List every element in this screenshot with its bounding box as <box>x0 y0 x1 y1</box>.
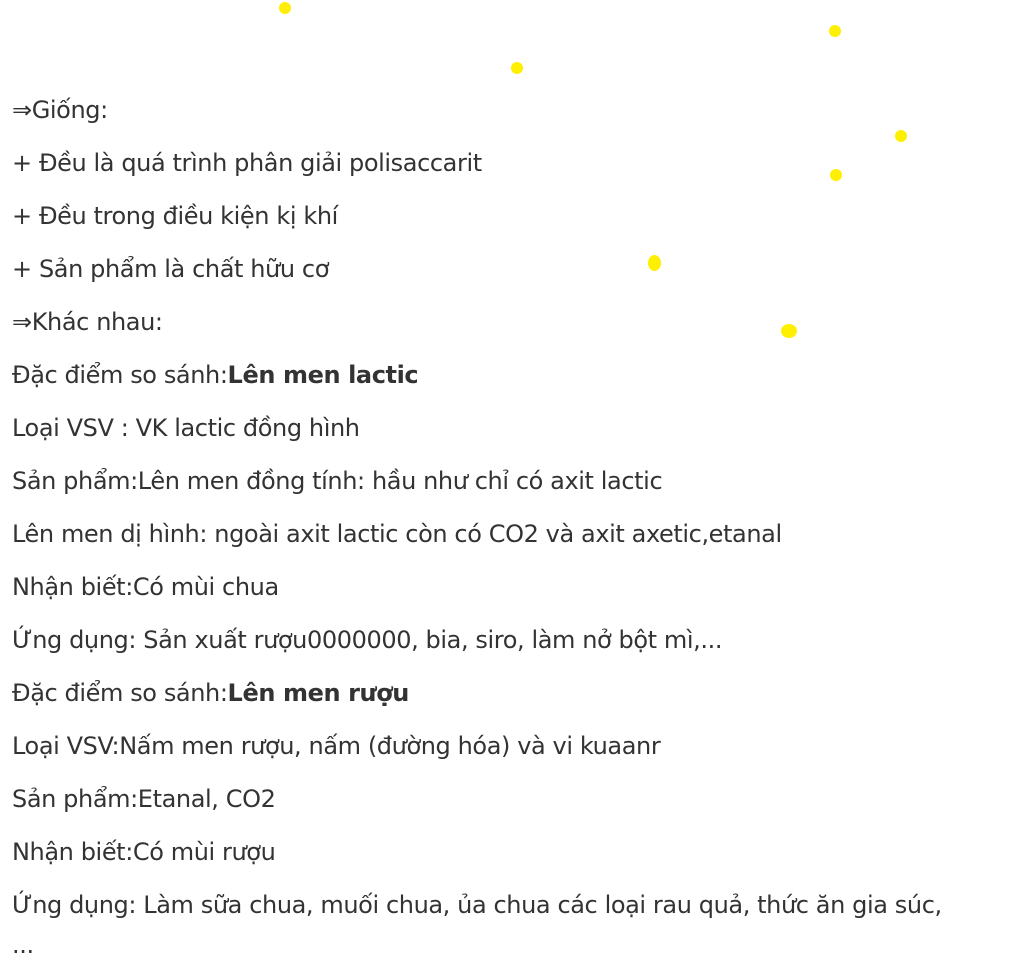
line-text: Nhận biết:Có mùi chua <box>12 573 279 601</box>
line-text: Loại VSV : VK lactic đồng hình <box>12 414 360 442</box>
text-line <box>12 302 1012 355</box>
text-line <box>12 567 1012 620</box>
line-text: Đặc điểm so sánh: <box>12 679 228 707</box>
yellow-dot <box>511 62 523 74</box>
text-line <box>12 249 1012 302</box>
line-text: Nhận biết:Có mùi rượu <box>12 838 276 866</box>
text-line <box>12 90 1012 143</box>
line-text: Lên men dị hình: ngoài axit lactic còn có CO2 và axit axetic,etanal <box>12 520 782 548</box>
comparison-heading <box>12 355 1012 408</box>
line-text: ... <box>12 931 34 959</box>
line-text: + Đều là quá trình phân giải polisaccarit <box>12 149 482 177</box>
line-text: Sản phẩm:Etanal, CO2 <box>12 785 276 813</box>
line-text: ⇒Giống: <box>12 96 108 124</box>
text-line <box>12 143 1012 196</box>
line-text: Đặc điểm so sánh: <box>12 361 228 389</box>
text-line <box>12 620 1012 673</box>
yellow-dot <box>829 25 841 37</box>
text-line <box>12 408 1012 461</box>
text-line <box>12 832 1012 885</box>
text-line <box>12 726 1012 779</box>
text-line <box>12 779 1012 832</box>
bold-label: Lên men rượu <box>227 679 409 707</box>
answer-content <box>12 90 1012 965</box>
text-line <box>12 461 1012 514</box>
text-line <box>12 885 1012 925</box>
line-text: Loại VSV:Nấm men rượu, nấm (đường hóa) và vi kuaanr <box>12 732 661 760</box>
text-line <box>12 514 1012 567</box>
bold-label: Lên men lactic <box>227 361 419 389</box>
comparison-heading <box>12 673 1012 726</box>
line-text: Ứng dụng: Làm sữa chua, muối chua, ủa chua các loại rau quả, thức ăn gia súc, <box>12 891 942 919</box>
text-line <box>12 196 1012 249</box>
line-text: ⇒Khác nhau: <box>12 308 163 336</box>
line-text: Ứng dụng: Sản xuất rượu0000000, bia, siro, làm nở bột mì,... <box>12 626 723 654</box>
line-text: + Đều trong điều kiện kị khí <box>12 202 338 230</box>
yellow-dot <box>279 2 291 14</box>
line-text: + Sản phẩm là chất hữu cơ <box>12 255 329 283</box>
text-line <box>12 925 1012 965</box>
line-text: Sản phẩm:Lên men đồng tính: hầu như chỉ có axit lactic <box>12 467 663 495</box>
